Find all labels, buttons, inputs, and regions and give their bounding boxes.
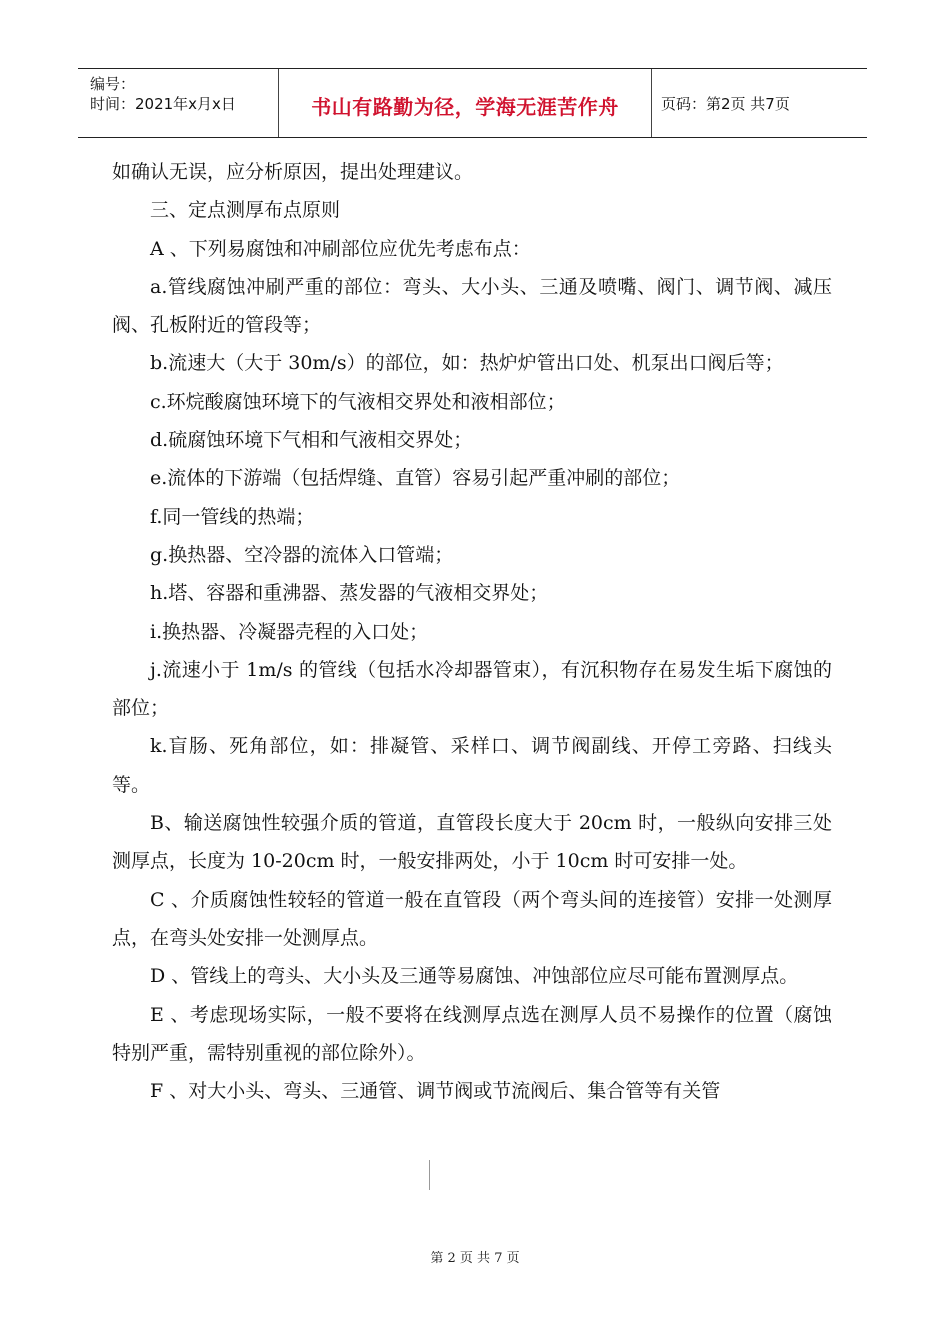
document-body bbox=[112, 153, 832, 1110]
paragraph: C 、介质腐蚀性较轻的管道一般在直管段（两个弯头间的连接管）安排一处测厚点，在弯头处安排一处测厚点。 bbox=[112, 888, 832, 949]
list-item: g.换热器、空冷器的流体入口管端； bbox=[150, 543, 454, 566]
document-number-label: 编号： bbox=[90, 75, 136, 93]
list-item: c.环烷酸腐蚀环境下的气液相交界处和液相部位； bbox=[150, 390, 566, 413]
text-cursor bbox=[429, 1160, 430, 1190]
header-left-cell bbox=[78, 69, 278, 137]
document-header bbox=[78, 68, 867, 138]
paragraph: 如确认无误，应分析原因，提出处理建议。 bbox=[112, 161, 474, 183]
list-item: i.换热器、冷凝器壳程的入口处； bbox=[150, 620, 429, 643]
list-item: h.塔、容器和重沸器、蒸发器的气液相交界处； bbox=[150, 582, 549, 605]
paragraph: E 、考虑现场实际，一般不要将在线测厚点选在测厚人员不易操作的位置（腐蚀特别严重，需特别重视的部位除外）。 bbox=[112, 1003, 832, 1064]
list-item: a.管线腐蚀冲刷严重的部位：弯头、大小头、三通及喷嘴、阀门、调节阀、减压阀、孔板附近的管段等； bbox=[112, 275, 832, 337]
paragraph: D 、管线上的弯头、大小头及三通等易腐蚀、冲蚀部位应尽可能布置测厚点。 bbox=[150, 965, 799, 988]
document-time-label: 时间：2021年x月x日 bbox=[90, 95, 236, 113]
list-item: f.同一管线的热端； bbox=[150, 505, 315, 528]
header-page-label: 页码：第2页 共7页 bbox=[661, 95, 790, 113]
paragraph: F 、对大小头、弯头、三通管、调节阀或节流阀后、集合管等有关管 bbox=[150, 1080, 721, 1103]
paragraph: B、输送腐蚀性较强介质的管道，直管段长度大于 20cm 时，一般纵向安排三处测厚点，长度为 10-20cm 时，一般安排两处，小于 10cm 时可安排一处。 bbox=[112, 812, 832, 873]
header-right-cell bbox=[651, 69, 867, 137]
list-item: j.流速小于 1m/s 的管线（包括水冷却器管束），有沉积物存在易发生垢下腐蚀的部位； bbox=[112, 658, 832, 720]
list-item: k.盲肠、死角部位，如：排凝管、采样口、调节阀副线、开停工旁路、扫线头等。 bbox=[112, 735, 832, 796]
list-item: e.流体的下游端（包括焊缝、直管）容易引起严重冲刷的部位； bbox=[150, 467, 681, 490]
header-motto-cell bbox=[278, 69, 652, 137]
paragraph: A 、下列易腐蚀和冲刷部位应优先考虑布点： bbox=[150, 237, 531, 260]
list-item: d.硫腐蚀环境下气相和气液相交界处； bbox=[150, 429, 473, 452]
section-heading: 三、定点测厚布点原则 bbox=[150, 199, 341, 222]
header-motto: 书山有路勤为径，学海无涯苦作舟 bbox=[311, 95, 619, 119]
list-item: b.流速大（大于 30m/s）的部位，如：热炉炉管出口处、机泵出口阀后等； bbox=[150, 352, 784, 375]
page-footer: 第 2 页 共 7 页 bbox=[430, 1251, 520, 1266]
